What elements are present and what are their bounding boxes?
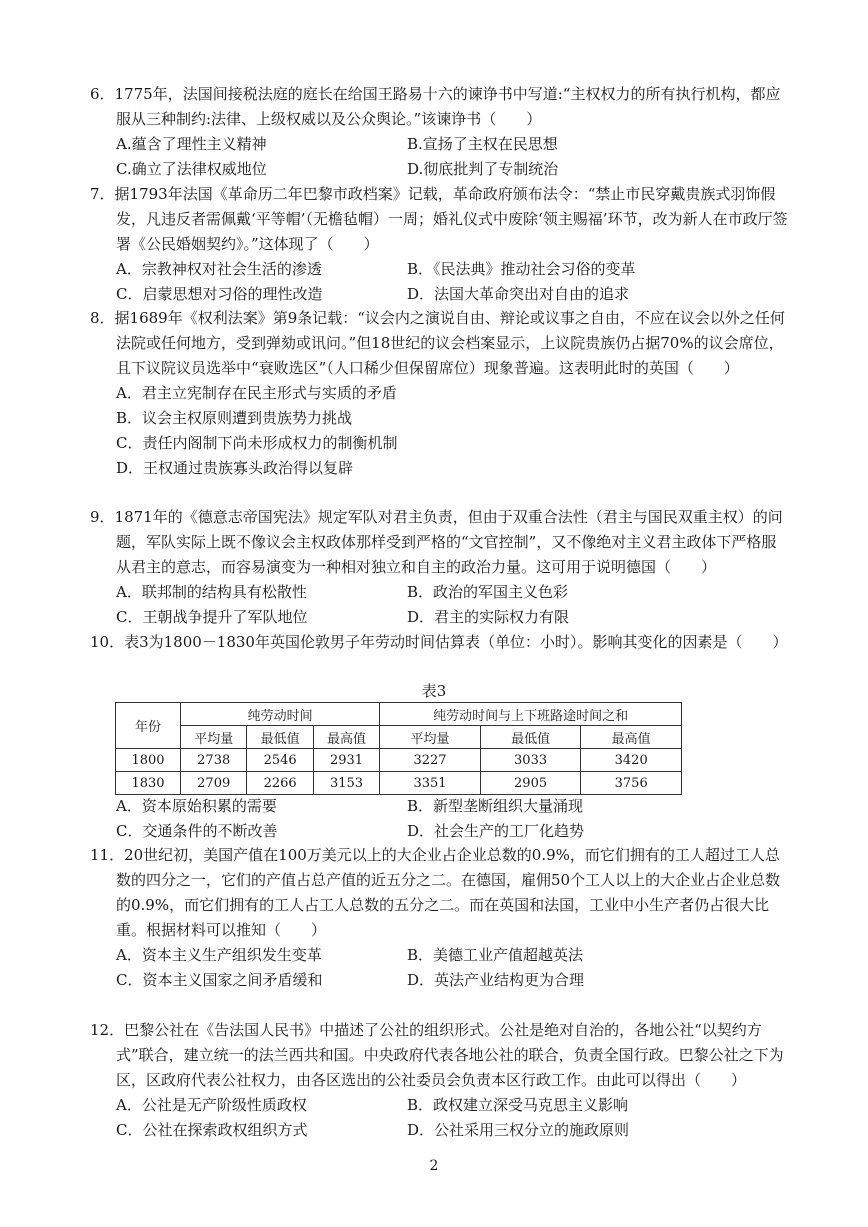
q7-option-b: B．《民法典》推动社会习俗的变革 [407,260,636,278]
table-cell: 3756 [581,772,682,795]
q11-option-d: D．英法产业结构更为合理 [407,971,585,989]
q8-option-a: A．君主立宪制存在民主形式与实质的矛盾 [116,384,397,402]
table-cell: 3033 [480,749,581,772]
question-10-options-row1 [90,794,790,819]
q6-option-a: A.蕴含了理性主义精神 [116,135,267,153]
question-9-options [90,580,790,605]
table-cell: 3420 [581,749,682,772]
subheader-cell: 平均量 [181,726,247,749]
q10-option-a: A．资本原始积累的需要 [116,797,277,815]
table-cell: 2931 [313,749,379,772]
subheader-cell: 最高值 [581,726,682,749]
q10-option-c: C．交通条件的不断改善 [116,822,278,840]
subheader-cell: 最低值 [480,726,581,749]
question-9-options-row2 [90,605,790,630]
table-cell: 2546 [247,749,313,772]
q9-option-c: C．王朝战争提升了军队地位 [116,608,308,626]
question-10 [90,630,790,655]
table-subheader-row [116,726,682,749]
table-row [116,749,682,772]
q8-option-d: D．王权通过贵族寡头政治得以复辟 [116,459,354,477]
question-7-options [90,257,790,282]
q11-option-b: B．美德工业产值超越英法 [407,946,584,964]
q9-option-d: D．君主的实际权力有限 [407,608,570,626]
table-cell: 2266 [247,772,313,795]
question-6 [90,82,790,182]
question-8-options-row4 [90,456,790,481]
q12-option-d: D．公社采用三权分立的施政原则 [407,1121,630,1139]
question-12-options [90,1093,790,1118]
page-number: 2 [429,1158,439,1174]
table-cell: 3153 [313,772,379,795]
q6-option-d: D.彻底批判了专制统治 [407,160,559,178]
question-12-stem: 12．巴黎公社在《告法国人民书》中描述了公社的组织形式。公社是绝对自治的，各地公社“以契约方式”联合，建立统一的法兰西共和国。中央政府代表各地公社的联合，负责全国行政。巴黎公社之下为区，区政府代表公社权力，由各区选出的公社委员会负责本区行政工作。由此可以得出（ ） [90,1021,784,1089]
q7-option-d: D．法国大革命突出对自由的追求 [407,285,630,303]
question-12 [90,1018,790,1143]
table-group1-header: 纯劳动时间 [181,703,380,726]
question-7 [90,182,790,307]
table-cell: 3351 [380,772,481,795]
labor-time-table [115,702,682,795]
question-10-options-row2 [90,819,790,844]
question-11-options-row2 [90,968,790,993]
subheader-cell: 平均量 [380,726,481,749]
question-8-options-row2 [90,406,790,431]
q10-option-d: D．社会生产的工厂化趋势 [407,822,585,840]
table-cell: 2738 [181,749,247,772]
table-header-row [116,703,682,726]
subheader-cell: 最低值 [247,726,313,749]
table-cell: 2709 [181,772,247,795]
question-10-stem: 10．表3为1800－1830年英国伦敦男子年劳动时间估算表（单位：小时）。影响其变化的因素是（ ） [90,633,788,651]
q6-option-c: C.确立了法律权威地位 [116,160,267,178]
question-8 [90,306,790,481]
q11-option-a: A．资本主义生产组织发生变革 [116,946,322,964]
question-9 [90,505,790,630]
question-11-stem: 11．20世纪初，美国产值在100万美元以上的大企业占企业总数的0.9%，而它们拥有的工人超过工人总数的四分之一，它们的产值占总产值的近五分之二。在德国，雇佣50个工人以上的大企业占企业总数的0.9%，而它们拥有的工人占工人总数的五分之二。而在英国和法国，工业中小生产者仍占很大比重。根据材料可以推知（ ） [90,846,781,939]
question-8-stem: 8．据1689年《权利法案》第9条记载：“议会内之演说自由、辩论或议事之自由，不应在议会以外之任何法院或任何地方，受到弹劾或讯问。”但18世纪的议会档案显示，上议院贵族仍占据70%的议会席位，且下议院议员选举中“衰败选区”（人口稀少但保留席位）现象普遍。这表明此时的英国（ ） [90,309,785,377]
table-caption: 表3 [421,682,447,700]
question-8-options-row3 [90,431,790,456]
q9-option-b: B．政治的军国主义色彩 [407,583,569,601]
q7-option-a: A．宗教神权对社会生活的渗透 [116,260,322,278]
table-cell: 1800 [116,749,181,772]
table-cell: 3227 [380,749,481,772]
q6-option-b: B.宣扬了主权在民思想 [407,135,558,153]
question-7-stem: 7．据1793年法国《革命历二年巴黎市政档案》记载，革命政府颁布法令：“禁止市民穿戴贵族式羽饰假发，凡违反者需佩戴‘平等帽’（无檐毡帽）一周；婚礼仪式中废除‘领主赐福’环节，改为新人在市政厅签署《公民婚姻契约》。”这体现了（ ） [90,185,788,253]
question-11 [90,843,790,993]
q7-option-c: C．启蒙思想对习俗的理性改造 [116,285,323,303]
q8-option-b: B．议会主权原则遭到贵族势力挑战 [116,409,353,427]
question-8-options [90,381,790,406]
q12-option-c: C．公社在探索政权组织方式 [116,1121,308,1139]
q12-option-a: A．公社是无产阶级性质政权 [116,1096,307,1114]
question-6-stem: 6．1775年，法国间接税法庭的庭长在给国王路易十六的谏诤书中写道:“主权权力的所有执行机构，都应服从三种制约:法律、上级权威以及公众舆论。”该谏诤书（ ） [90,85,781,128]
table-cell: 2905 [480,772,581,795]
question-9-stem: 9．1871年的《德意志帝国宪法》规定军队对君主负责，但由于双重合法性（君主与国民双重主权）的问题，军队实际上既不像议会主权政体那样受到严格的“文官控制”，又不像绝对主义君主政体下严格服从君主的意志，而容易演变为一种相对独立和自主的政治力量。这可用于说明德国（ ） [90,508,783,576]
q10-option-b: B．新型垄断组织大量涌现 [407,797,584,815]
table-row [116,772,682,795]
table-year-header: 年份 [116,703,181,749]
question-11-options [90,943,790,968]
subheader-cell: 最高值 [313,726,379,749]
q11-option-c: C．资本主义国家之间矛盾缓和 [116,971,323,989]
q8-option-c: C．责任内阁制下尚未形成权力的制衡机制 [116,434,398,452]
question-6-options-row2 [90,157,790,182]
table-group2-header: 纯劳动时间与上下班路途时间之和 [380,703,682,726]
table-cell: 1830 [116,772,181,795]
q12-option-b: B．政权建立深受马克思主义影响 [407,1096,629,1114]
question-6-options [90,132,790,157]
question-10-options [90,794,790,844]
question-7-options-row2 [90,282,790,307]
q9-option-a: A．联邦制的结构具有松散性 [116,583,307,601]
question-12-options-row2 [90,1118,790,1143]
